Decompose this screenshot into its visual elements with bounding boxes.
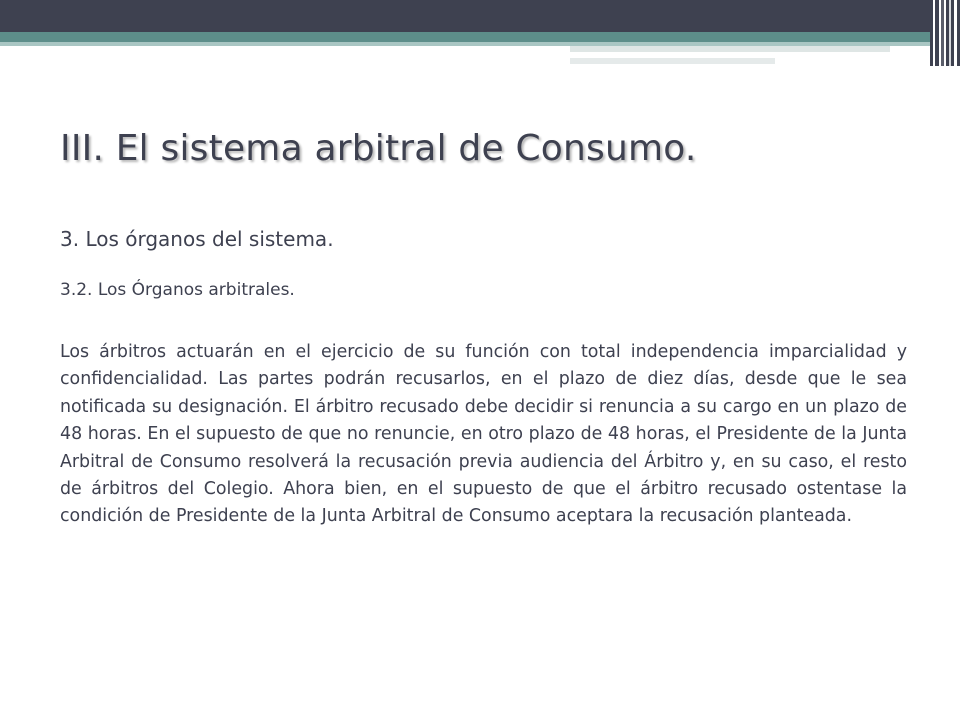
section-heading: 3.2. Los Órganos arbitrales.	[60, 280, 295, 300]
slide-subtitle: 3. Los órganos del sistema.	[60, 227, 334, 251]
accent-band	[0, 32, 930, 42]
decorative-edge-lines	[930, 0, 960, 66]
slide-title: III. El sistema arbitral de Consumo.	[60, 128, 697, 169]
body-paragraph: Los árbitros actuarán en el ejercicio de su función con total independencia imparcialidad y confidencialidad. Las partes podrán recusarlos, en el plazo de diez días, desde que le sea notificada su designación. El árbitro recusado debe decidir si renuncia a su cargo en un plazo de 48 horas. En el supuesto de que no renuncie, en otro plazo de 48 horas, el Presidente de la Junta Arbitral de Consumo resolverá la recusación previa audiencia del Árbitro y, en su caso, el resto de árbitros del Colegio. Ahora bien, en el supuesto de que el árbitro recusado ostentase la condición de Presidente de la Junta Arbitral de Consumo aceptara la recusación planteada.	[60, 342, 907, 527]
header-bar	[0, 0, 930, 32]
decorative-stripe	[570, 58, 775, 64]
decorative-stripe	[570, 46, 890, 52]
